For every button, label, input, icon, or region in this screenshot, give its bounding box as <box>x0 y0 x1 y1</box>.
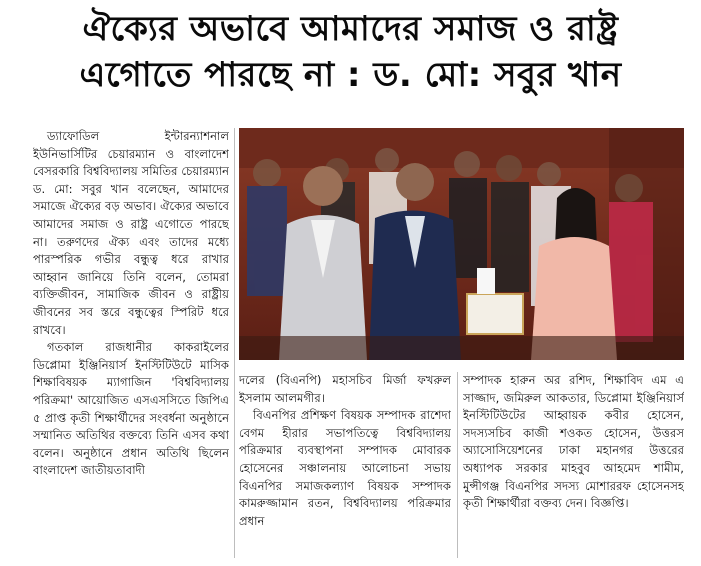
article-paragraph: সম্পাদক হারুন অর রশিদ, শিক্ষাবিদ এম এ সাজ্জাদ, জমিরুল আকতার, ডিপ্লোমা ইঞ্জিনিয়ার্স ইনস্টিটিউটের আহ্বায়ক কবীর হোসেন, সদস্যসচিব কাজী শওকত হোসেন, উত্তরস অ্যাসোসিয়েশনের ঢাকা মহানগর উত্তরের অধ্যাপক সরকার মাহবুব আহমেদ শামীম, মুন্সীগঞ্জ বিএনপির সদস্য মোশাররফ হোসেনসহ কৃতী শিক্ষার্থীরা বক্তব্য দেন। বিজ্ঞপ্তি। <box>463 373 684 511</box>
headline-line-2: এগোতে পারছে না : ড. মো: সবুর খান <box>79 55 622 95</box>
column-divider <box>234 128 235 558</box>
news-photo <box>239 128 684 360</box>
headline <box>0 6 701 98</box>
article-column-right <box>463 372 684 558</box>
article-paragraph: ড্যাফোডিল ইন্টারন্যাশনাল ইউনিভার্সিটির চেয়ারম্যান ও বাংলাদেশ বেসরকারি বিশ্ববিদ্যালয় সমিতির চেয়ারম্যান ড. মো: সবুর খান বলেছেন, আমাদের সমাজে ঐক্যের বড় অভাব। ঐক্যের অভাবে আমাদের সমাজ ও রাষ্ট্র এগোতে পারছে না। তরুণদের ঐক্য এবং তাদের মধ্যে পারস্পরিক গভীর বন্ধুত্ব ধরে রাখার আহ্বান জানিয়ে তিনি বলেন, তোমরা ব্যক্তিজীবন, সামাজিক জীবন ও রাষ্ট্রীয় জীবনের সব স্তরে বন্ধুত্বের স্পিরিট ধরে রাখবে। <box>33 129 229 337</box>
article-paragraph: গতকাল রাজধানীর কাকরাইলের ডিপ্লোমা ইঞ্জিনিয়ার্স ইনস্টিটিউটে মাসিক শিক্ষাবিষয়ক ম্যাগাজিন 'বিশ্ববিদ্যালয় পরিক্রমা' আয়োজিত এসএসসিতে জিপিএ ৫ প্রাপ্ত কৃতী শিক্ষার্থীদের সংবর্ধনা অনুষ্ঠানে সম্মানিত অতিথির বক্তব্যে তিনি এসব কথা বলেন। অনুষ্ঠানে প্রধান অতিথি ছিলেন বাংলাদেশ জাতীয়তাবাদী <box>33 340 229 478</box>
column-divider <box>457 372 458 558</box>
article-paragraph: দলের (বিএনপি) মহাসচিব মির্জা ফখরুল ইসলাম আলমগীর। <box>239 373 451 405</box>
article-column-left <box>33 128 229 558</box>
ceremony-photo-illustration <box>239 128 684 360</box>
article-paragraph: বিএনপির প্রশিক্ষণ বিষয়ক সম্পাদক রাশেদা বেগম হীরার সভাপতিত্বে বিশ্ববিদ্যালয় পরিক্রমার ব্যবস্থাপনা সম্পাদক মোবারক হোসেনের সঞ্চালনায় আলোচনা সভায় বিএনপির সমাজকল্যাণ বিষয়ক সম্পাদক কামরুজ্জামান রতন, বিশ্ববিদ্যালয় পরিক্রমার প্রধান <box>239 408 451 528</box>
article-column-middle <box>239 372 451 558</box>
headline-line-1: ঐক্যের অভাবে আমাদের সমাজ ও রাষ্ট্র <box>82 9 619 49</box>
